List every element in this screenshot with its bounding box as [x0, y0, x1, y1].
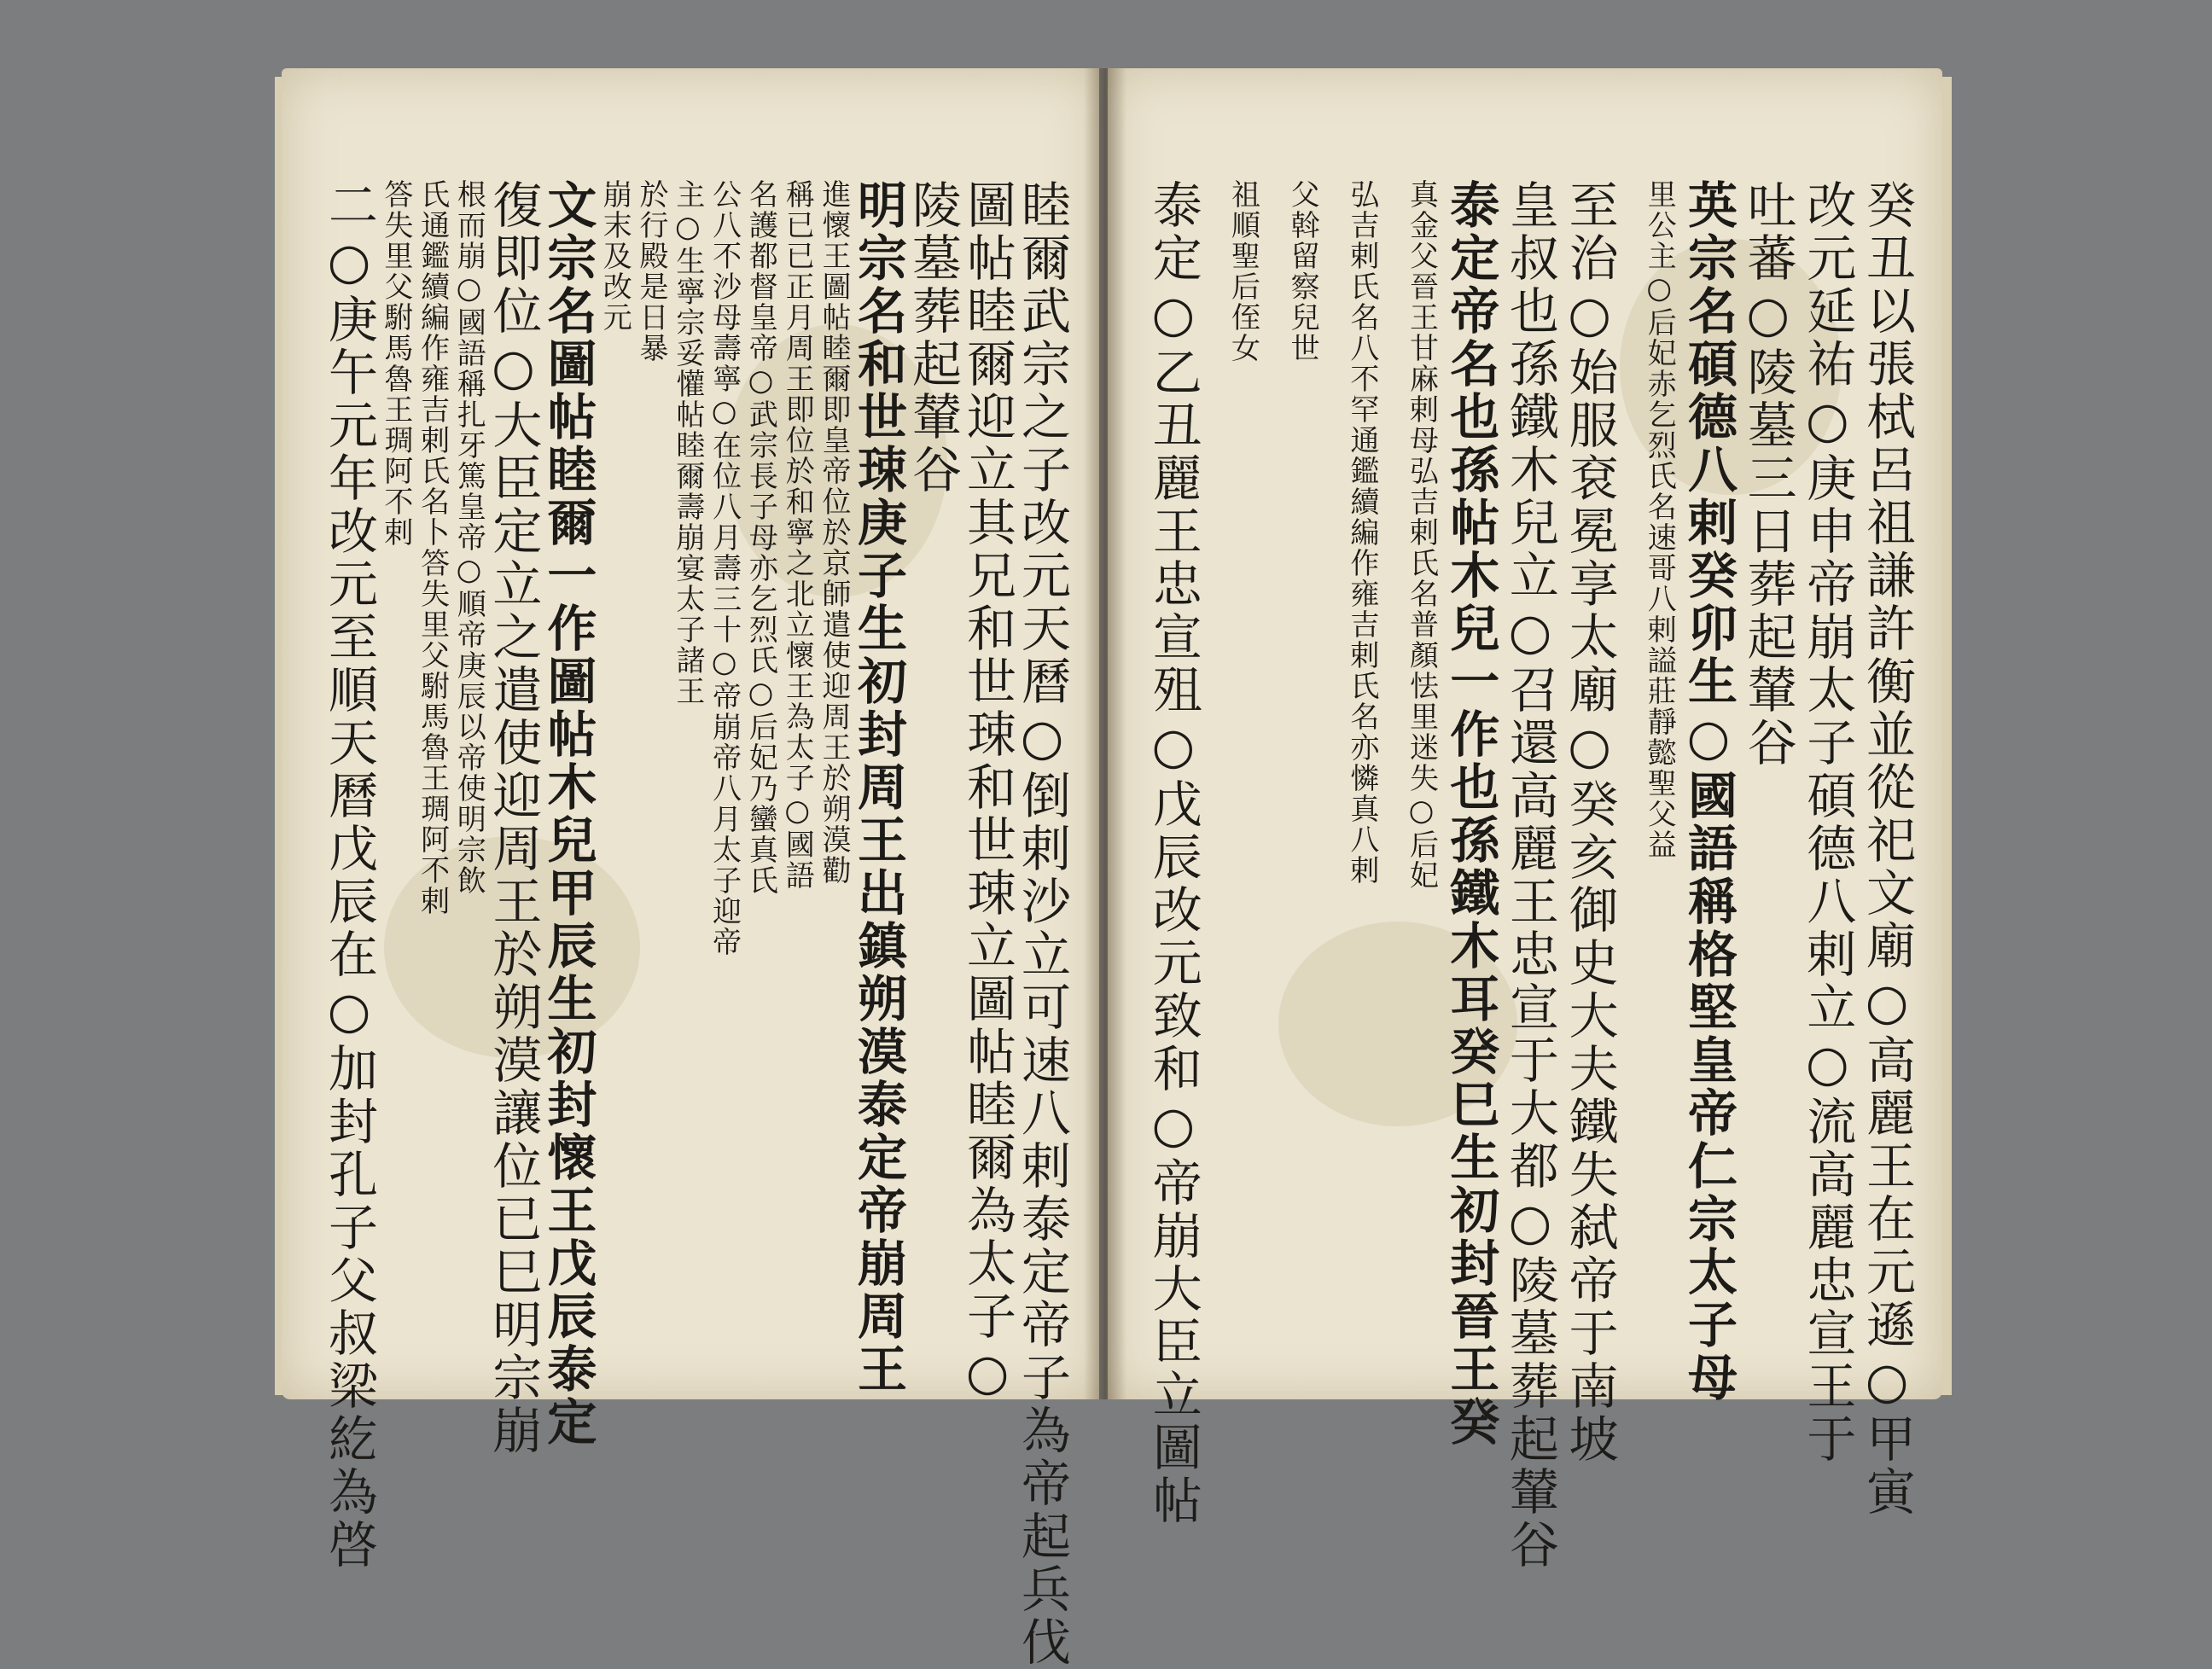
annotation-column: 根而崩○國語稱扎牙篤皇帝○順帝庚辰以帝使明宗飲	[451, 179, 486, 896]
annotation-column: 弘吉剌氏名八不罕通鑑續編作雍吉剌氏名亦憐真八剌	[1344, 179, 1379, 886]
text-column: 癸丑以張栻呂祖謙許衡並從祀文廟○高麗王在元遜○甲寅	[1858, 179, 1916, 1519]
annotation-column: 稱已已正月周王即位於和寧之北立懷王為太子○國語	[780, 179, 815, 891]
open-book	[282, 68, 1946, 1669]
text-column: 睦爾武宗之子改元天曆○倒剌沙立可速八剌泰定帝子為帝起兵伐	[1013, 179, 1071, 1669]
annotation-column: 父斡留察兒世	[1285, 179, 1320, 363]
annotation-column: 祖順聖后侄女	[1225, 179, 1260, 363]
text-column: 陵墓葬起輦谷	[904, 179, 962, 497]
annotation-column: 名護都督皇帝○武宗長子母亦乞烈氏○后妃乃蠻真氏	[743, 179, 778, 896]
text-column: 皇叔也孫鐵木兒立○召還高麗王忠宣于大都○陵墓葬起輦谷	[1500, 179, 1559, 1572]
section-heading-mingzong: 明宗名和世㻋庚子生初封周王出鎮朔漠泰定帝崩周王	[849, 179, 907, 1396]
text-column: 圖帖睦爾迎立其兄和世㻋和世㻋立圖帖睦爾為太子○	[958, 179, 1016, 1404]
annotation-column: 氏通鑑續編作雍吉剌氏名卜答失里父駙馬魯王琱阿不剌	[415, 179, 450, 916]
annotation-column: 於行殿是日暴	[634, 179, 669, 363]
text-column: 二○庚午元年改元至順天曆戊辰在○加封孔子父叔梁紇為啓	[320, 179, 379, 1572]
annotation-column: 進懷王圖帖睦爾即皇帝位於京師遣使迎周王於朔漠勸	[817, 179, 851, 886]
annotation-column: 主○生寧宗妥懽帖睦爾壽崩宴太子諸王	[670, 179, 705, 707]
annotation-column: 公八不沙母壽寧○在位八月壽三十○帝崩帝八月太子迎帝	[707, 179, 742, 957]
left-page-text	[320, 179, 1071, 1669]
text-column: 至治○始服袞冕享太廟○癸亥御史大夫鐵失弑帝于南坡	[1560, 179, 1619, 1466]
book-gutter	[1084, 68, 1126, 1399]
annotation-column: 里公主○后妃赤乞烈氏名速哥八剌謚莊靜懿聖父益	[1642, 179, 1677, 860]
annotation-column: 答失里父駙馬魯王琱阿不剌	[378, 179, 413, 548]
text-column: 泰定○乙丑麗王忠宣殂○戊辰改元致和○帝崩大臣立圖帖	[1144, 179, 1202, 1527]
text-column: 吐蕃○陵墓三日葬起輦谷	[1738, 179, 1797, 770]
section-heading-wenzong: 文宗名圖帖睦爾一作圖帖木兒甲辰生初封懷王戊辰泰定	[538, 179, 597, 1449]
section-heading-taidingdi: 泰定帝名也孫帖木兒一作也孫鐵木耳癸巳生初封晉王癸	[1441, 179, 1500, 1449]
section-heading-yingzong: 英宗名碩德八剌癸卯生○國語稱格堅皇帝仁宗太子母	[1679, 179, 1738, 1404]
text-column: 復即位○大臣定立之遣使迎周王於朔漠讓位已巳明宗崩	[484, 179, 543, 1457]
text-column: 改元延祐○庚申帝崩太子碩德八剌立○流高麗忠宣王于	[1798, 179, 1857, 1466]
annotation-column: 崩末及改元	[597, 179, 632, 333]
right-page-text	[1144, 179, 1916, 1572]
annotation-column: 真金父晉王甘麻剌母弘吉剌氏名普顏怯里迷失○后妃	[1404, 179, 1439, 891]
